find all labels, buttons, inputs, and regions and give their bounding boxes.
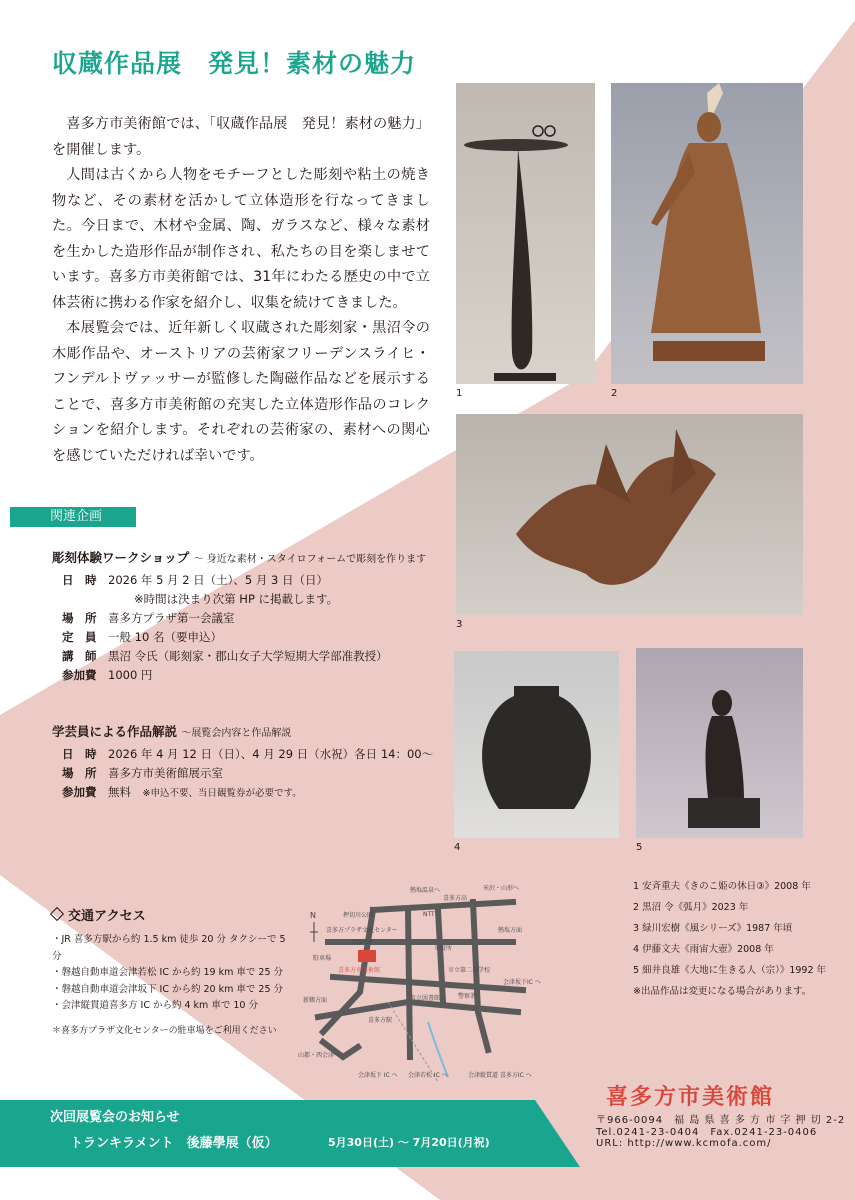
artwork-photo-3 <box>456 414 803 615</box>
credit-item: 5 細井良雄《大地に生きる人（宗）》1992 年 <box>633 965 827 976</box>
workshop-row <box>52 571 452 590</box>
map-label: 喜多方駅 <box>368 1017 393 1024</box>
workshop-section <box>52 548 452 685</box>
access-item: ・磐越自動車道会津坂下 IC から約 20 km 車で 25 分 <box>52 983 284 995</box>
access-item: ・磐越自動車道会津若松 IC から約 19 km 車で 25 分 <box>52 967 284 978</box>
related-events-tag: 関連企画 <box>10 507 136 527</box>
credits-list <box>633 876 826 1002</box>
phone-line: Tel.0241-23-0404 Fax.0241-23-0406 <box>596 1126 818 1138</box>
map-label: 警察署 <box>458 993 477 1000</box>
map-label: 米沢・山形へ <box>483 885 520 892</box>
row-value: 1000 円 <box>108 668 153 682</box>
workshop-title <box>52 548 452 566</box>
caption-4: 4 <box>454 842 461 853</box>
row-label: 場 所 <box>62 766 97 780</box>
talk-row <box>52 764 452 783</box>
museum-marker <box>358 950 376 962</box>
talk-section <box>52 722 452 802</box>
artwork-photo-5 <box>636 648 803 838</box>
artwork-photo-4 <box>454 651 619 838</box>
credit-item: 1 安斉重夫《きのこ姫の休日③》2008 年 <box>633 881 811 892</box>
map-label: 市役所 <box>434 945 453 952</box>
map-label: NTT <box>423 911 435 918</box>
intro-text <box>52 112 430 469</box>
talk-row <box>52 745 452 764</box>
workshop-subtitle: ～ 身近な素材・スタイロフォームで彫刻を作ります <box>193 554 427 565</box>
credit-item: 4 伊藤文夫《雨宙大壺》2008 年 <box>633 944 774 955</box>
diamond-icon <box>50 907 64 921</box>
map-label: 押切川公園 <box>343 912 374 919</box>
row-label: 講 師 <box>62 649 97 663</box>
artwork-photo-2 <box>611 83 803 384</box>
page-title: 収蔵作品展 発見！素材の魅力 <box>52 49 417 78</box>
row-value: 2026 年 4 月 12 日（日）、4 月 29 日（水祝）各日 14：00～ <box>108 747 434 761</box>
row-label <box>62 590 108 609</box>
talk-title <box>52 722 452 740</box>
intro-paragraph-3: 本展覧会では、近年新しく収蔵された彫刻家・黒沼令の木彫作品や、オーストリアの芸術家フリーデンスライヒ・フンデルトヴァッサーが監修した陶磁作品などを展示することで、喜多方市美術館の充実した立体造形作品のコレクションを紹介します。それぞれの芸術家の、素材への関心を感じていただければ幸いです。 <box>52 320 430 464</box>
map-label: 喜多方プラザ文化センター <box>326 927 398 934</box>
talk-row <box>52 783 452 802</box>
map-label: 市立第二小学校 <box>448 967 491 974</box>
map-label: 熱塩方面 <box>498 927 523 934</box>
map-label: 会津坂下IC へ <box>503 979 541 986</box>
row-label: 参加費 <box>62 668 97 682</box>
address-block <box>596 1115 845 1150</box>
row-value: 黒沼 令氏（彫刻家・郡山女子大学短期大学部准教授） <box>108 649 388 663</box>
access-list <box>52 932 292 1015</box>
map-label: 市立図書館 <box>410 995 441 1002</box>
next-exhibition-title: トランキラメント 後藤學展（仮） <box>70 1136 278 1151</box>
map-label: 会津縦貫道 喜多方IC へ <box>468 1072 532 1079</box>
map-label: 駐車場 <box>313 955 332 962</box>
row-value: 2026 年 5 月 2 日（土）、5 月 3 日（日） <box>108 573 329 587</box>
row-value: 喜多方市美術館展示室 <box>108 766 223 780</box>
next-exhibition-heading: 次回展覧会のお知らせ <box>50 1110 180 1125</box>
credit-item: 3 緑川宏樹《風シリーズ》1987 年頃 <box>633 923 793 934</box>
caption-5: 5 <box>636 842 643 853</box>
url-line[interactable]: URL: http://www.kcmofa.com/ <box>596 1138 772 1149</box>
compass-icon <box>310 922 318 942</box>
access-heading <box>52 905 292 924</box>
workshop-title-text: 彫刻体験ワークショップ <box>52 550 190 565</box>
row-value: ※時間は決まり次第 HP に掲載します。 <box>134 592 339 606</box>
access-section <box>52 905 292 1036</box>
row-label: 場 所 <box>62 611 97 625</box>
artwork-photo-1 <box>456 83 595 384</box>
caption-1: 1 <box>456 388 463 399</box>
caption-2: 2 <box>611 388 618 399</box>
credit-item: 2 黒沼 令《弧月》2023 年 <box>633 902 749 913</box>
row-value: 無料 <box>108 785 131 799</box>
access-map <box>298 872 541 1082</box>
workshop-row <box>52 628 452 647</box>
row-label: 日 時 <box>62 747 97 761</box>
parking-note: ＊喜多方プラザ文化センターの駐車場をご利用ください <box>52 1025 277 1036</box>
row-label: 定 員 <box>62 630 97 644</box>
next-exhibition-date: 5月30日(土) ～ 7月20日(月祝) <box>328 1136 490 1149</box>
workshop-row <box>52 666 452 685</box>
address-line: 〒966-0094 福 島 県 喜 多 方 市 字 押 切 2-2 <box>596 1115 846 1126</box>
intro-paragraph-2: 人間は古くから人物をモチーフとした彫刻や粘土の焼き物など、その素材を活かして立体造形を行なってきました。今日まで、木材や金属、陶、ガラスなど、様々な素材を生かした造形作品が制作され、私たちの目を楽しませています。喜多方市美術館では、31年にわたる歴史の中で立体芸術に携わる作家を紹介し、収集を続けてきました。 <box>52 167 430 311</box>
map-label: 新鶴方面 <box>303 997 328 1004</box>
caption-3: 3 <box>456 619 463 630</box>
workshop-row <box>52 590 452 609</box>
row-note: ※申込不要、当日観覧券が必要です。 <box>142 788 302 799</box>
row-label: 日 時 <box>62 573 97 587</box>
talk-subtitle: ～展覧会内容と作品解説 <box>181 728 292 739</box>
map-label: 喜多方市美術館 <box>338 967 381 974</box>
map-label: 会津若松 IC へ <box>408 1072 448 1079</box>
access-heading-text: 交通アクセス <box>68 909 146 924</box>
credit-note: ※出品作品は変更になる場合があります。 <box>633 986 812 997</box>
row-label: 参加費 <box>62 785 97 799</box>
talk-title-text: 学芸員による作品解説 <box>52 724 178 739</box>
north-label: N <box>310 911 316 920</box>
row-value: 喜多方プラザ第一会議室 <box>108 611 235 625</box>
museum-name: 喜多方市美術館 <box>606 1085 775 1110</box>
map-label: 山都・西会津へ <box>298 1052 341 1059</box>
workshop-row <box>52 647 452 666</box>
intro-paragraph-1: 喜多方市美術館では、「収蔵作品展 発見！素材の魅力」を開催します。 <box>52 116 430 158</box>
map-label: CO-OP <box>353 939 373 946</box>
workshop-row <box>52 609 452 628</box>
row-value: 一般 10 名（要申込） <box>108 630 222 644</box>
map-label: 会津坂下 IC へ <box>358 1072 398 1079</box>
map-label: 熱塩温泉へ <box>410 887 441 894</box>
access-item: ・会津縦貫道喜多方 IC から約 4 km 車で 10 分 <box>52 1000 258 1011</box>
access-item: ・JR 喜多方駅から約 1.5 km 徒歩 20 分 タクシーで 5 分 <box>52 934 286 962</box>
map-label: 喜多方高 <box>443 895 468 902</box>
